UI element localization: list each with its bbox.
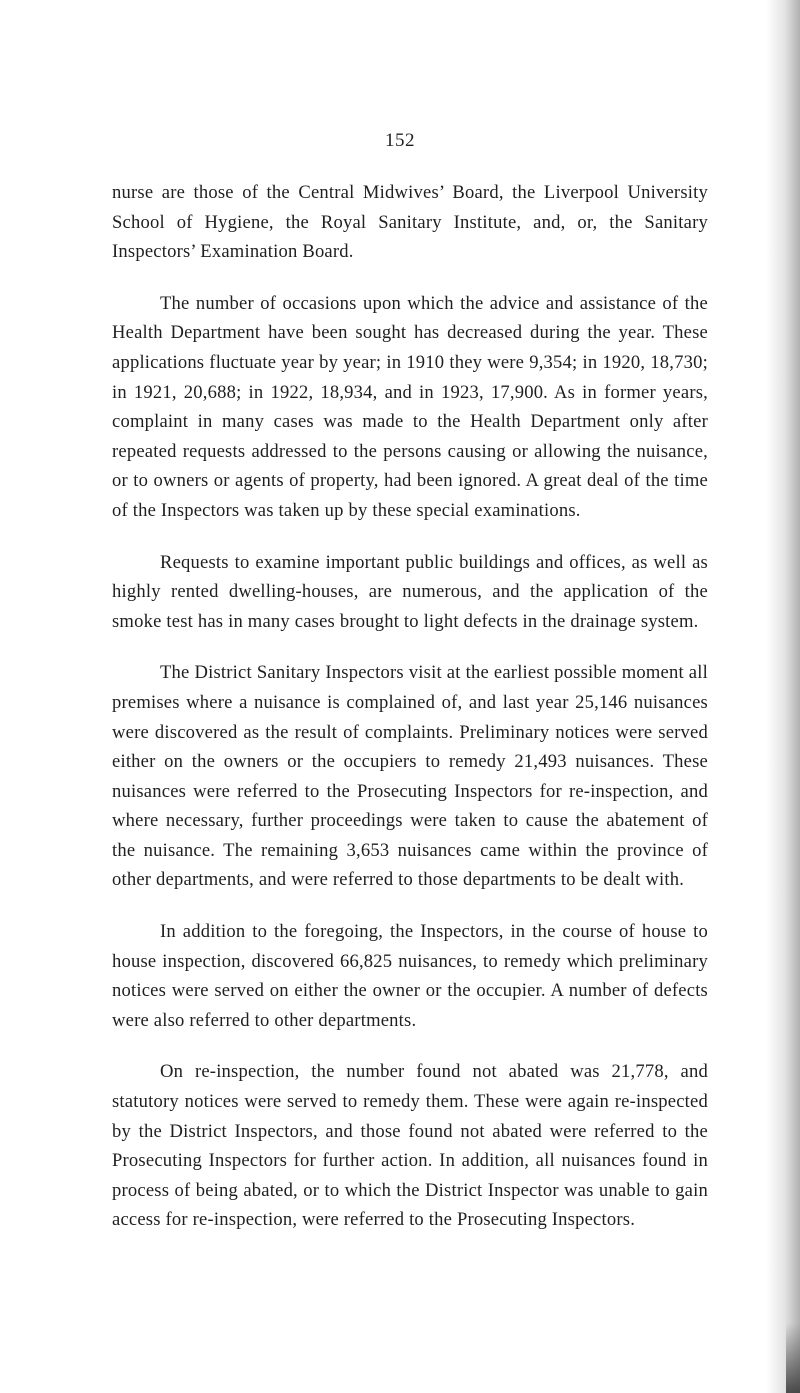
- page-edge-shadow: [766, 0, 800, 1393]
- page-corner-shadow: [786, 1323, 800, 1393]
- paragraph-4: The District Sanitary Inspectors visit at the earliest possible moment all premises where a nuisance is complained of, and last year 25,146 nuisances were discovered as the result of complaints. Preliminary notices were served either on the owners or the occupiers to remedy 21,493 nuisances. These nuisances were referred to the Prosecuting Inspectors for re-inspection, and where necessary, further proceedings were taken to cause the abatement of the nuisance. The remaining 3,653 nuisances came within the province of other departments, and were referred to those departments to be dealt with.: [112, 662, 708, 891]
- paragraph-6: On re-inspection, the number found not abated was 21,778, and statutory notices were served to remedy them. These were again re-inspected by the District Inspectors, and those found not abated were referred to the Prosecuting Inspectors for further action. In addition, all nuisances found in process of being abated, or to which the District Inspector was unable to gain access for re-inspection, were referred to the Prosecuting Inspectors.: [112, 1061, 708, 1231]
- paragraph-2: The number of occasions upon which the advice and assistance of the Health Department have been sought has decreased during the year. These applications fluctuate year by year; in 1910 they were 9,354; in 1920, 18,730; in 1921, 20,688; in 1922, 18,934, and in 1923, 17,900. As in former years, complaint in many cases was made to the Health Department only after repeated requests addressed to the persons causing or allowing the nuisance, or to owners or agents of property, had been ignored. A great deal of the time of the Inspectors was taken up by these special examinations.: [112, 292, 708, 521]
- paragraph-5: In addition to the foregoing, the Inspectors, in the course of house to house inspection, discovered 66,825 nuisances, to remedy which preliminary notices were served on either the owner or the occupier. A number of defects were also referred to other departments.: [112, 921, 708, 1031]
- paragraph-1: nurse are those of the Central Midwives’ Board, the Liverpool University School of Hygiene, the Royal Sanitary Institute, and, or, the Sanitary Inspectors’ Examination Board.: [112, 182, 708, 263]
- body-text: [112, 178, 708, 1257]
- paragraph-3: Requests to examine important public buildings and offices, as well as highly rented dwelling-houses, are numerous, and the application of the smoke test has in many cases brought to light defects in the drainage system.: [112, 551, 708, 632]
- page-number: 152: [385, 130, 415, 151]
